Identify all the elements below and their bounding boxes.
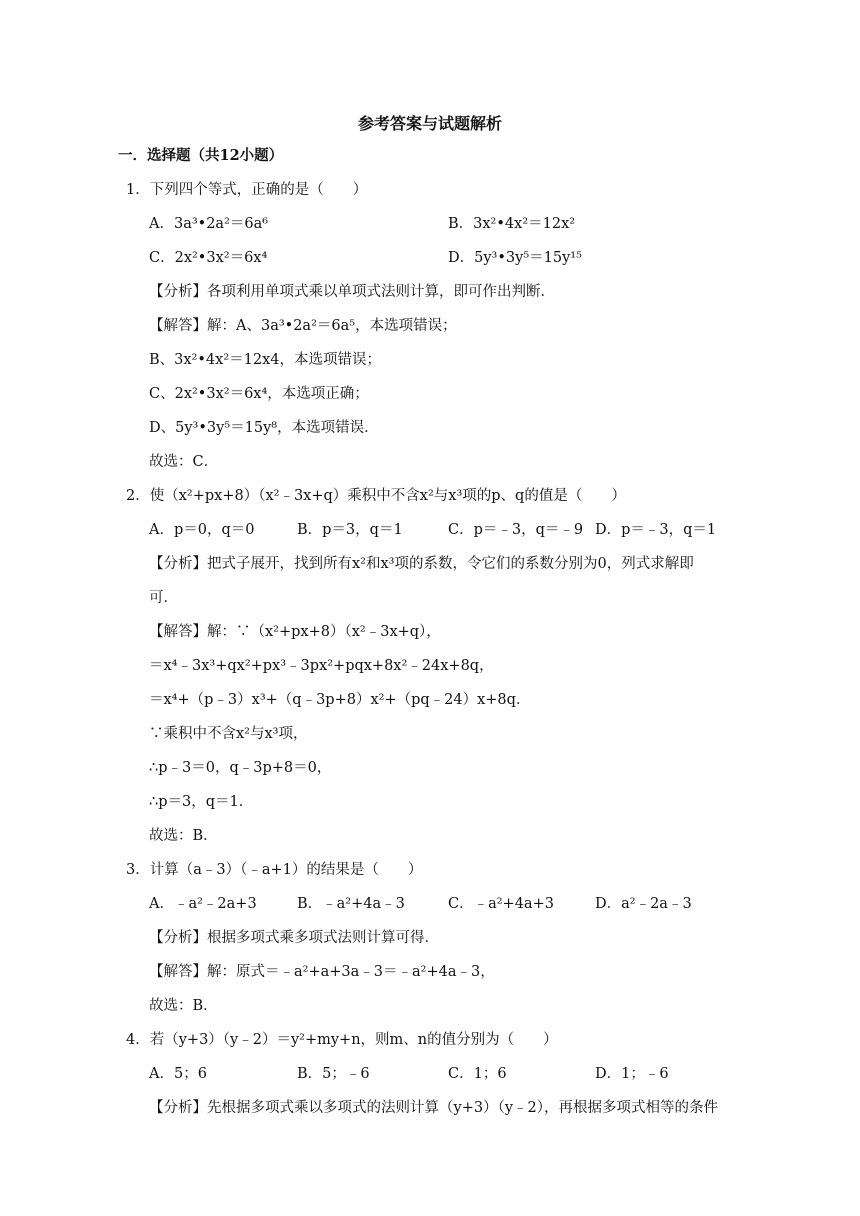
q4-option-c: C．1；6 — [448, 1066, 507, 1082]
q1-stem: 1．下列四个等式，正确的是（ ） — [126, 182, 368, 198]
q1-solution-line: 【解答】解：A、3a³•2a²＝6a⁵，本选项错误； — [149, 318, 457, 334]
q3-option-a: A．﹣a²﹣2a+3 — [149, 896, 257, 912]
q2-solution-line: ＝x⁴+（p﹣3）x³+（q﹣3p+8）x²+（pq﹣24）x+8q． — [149, 692, 531, 708]
page-title: 参考答案与试题解析 — [357, 114, 502, 133]
q2-solution-line: ∴p﹣3＝0，q﹣3p+8＝0， — [149, 760, 332, 776]
q1-solution-line: D、5y³•3y⁵＝15y⁸，本选项错误． — [149, 420, 379, 436]
q1-analysis: 【分析】各项利用单项式乘以单项式法则计算，即可作出判断． — [149, 284, 555, 300]
q3-option-c: C．﹣a²+4a+3 — [448, 896, 554, 912]
q1-solution-line: C、2x²•3x²＝6x⁴，本选项正确； — [149, 386, 369, 402]
q2-analysis-cont: 可． — [149, 590, 178, 606]
q2-option-a: A．p＝0，q＝0 — [149, 522, 255, 538]
q4-option-a: A．5；6 — [149, 1066, 207, 1082]
q3-analysis: 【分析】根据多项式乘多项式法则计算可得． — [149, 930, 439, 946]
q3-solution: 【解答】解：原式＝﹣a²+a+3a﹣3＝﹣a²+4a﹣3， — [149, 964, 495, 980]
q4-option-b: B．5；﹣6 — [297, 1066, 370, 1082]
q2-stem: 2．使（x²+px+8）（x²﹣3x+q）乘积中不含x²与x³项的p、q的值是（ ） — [126, 488, 626, 504]
q3-answer: 故选：B． — [149, 998, 218, 1014]
q2-solution-line: ∵乘积中不含x²与x³项， — [149, 726, 308, 742]
q2-option-d: D．p＝﹣3，q＝1 — [595, 522, 717, 538]
q4-analysis: 【分析】先根据多项式乘以多项式的法则计算（y+3）（y﹣2），再根据多项式相等的条件 — [149, 1100, 718, 1116]
q2-solution-line: ＝x⁴﹣3x³+qx²+px³﹣3px²+pqx+8x²﹣24x+8q， — [149, 658, 494, 674]
q4-stem: 4．若（y+3）（y﹣2）＝y²+my+n，则m、n的值分别为（ ） — [126, 1032, 558, 1048]
q2-answer: 故选：B． — [149, 828, 218, 844]
q1-option-b: B．3x²•4x²＝12x² — [448, 216, 576, 232]
q1-option-c: C．2x²•3x²＝6x⁴ — [149, 250, 268, 266]
q2-solution-line: ∴p＝3，q＝1． — [149, 794, 254, 810]
q1-solution-line: B、3x²•4x²＝12x4，本选项错误； — [149, 352, 381, 368]
q1-answer: 故选：C． — [149, 454, 219, 470]
q2-solution-line: 【解答】解：∵（x²+px+8）（x²﹣3x+q）， — [149, 624, 441, 640]
q3-option-d: D．a²﹣2a﹣3 — [595, 896, 692, 912]
q3-option-b: B．﹣a²+4a﹣3 — [297, 896, 405, 912]
q2-option-c: C．p＝﹣3，q＝﹣9 — [448, 522, 584, 538]
q1-option-d: D．5y³•3y⁵＝15y¹⁵ — [448, 250, 582, 266]
q4-option-d: D．1；﹣6 — [595, 1066, 669, 1082]
q3-stem: 3．计算（a﹣3）（﹣a+1）的结果是（ ） — [126, 862, 423, 878]
q2-option-b: B．p＝3，q＝1 — [297, 522, 403, 538]
q2-analysis: 【分析】把式子展开，找到所有x²和x³项的系数，令它们的系数分别为0，列式求解即 — [149, 556, 694, 572]
section-heading: 一．选择题（共12小题） — [118, 147, 284, 164]
q1-option-a: A．3a³•2a²＝6a⁶ — [149, 216, 269, 232]
